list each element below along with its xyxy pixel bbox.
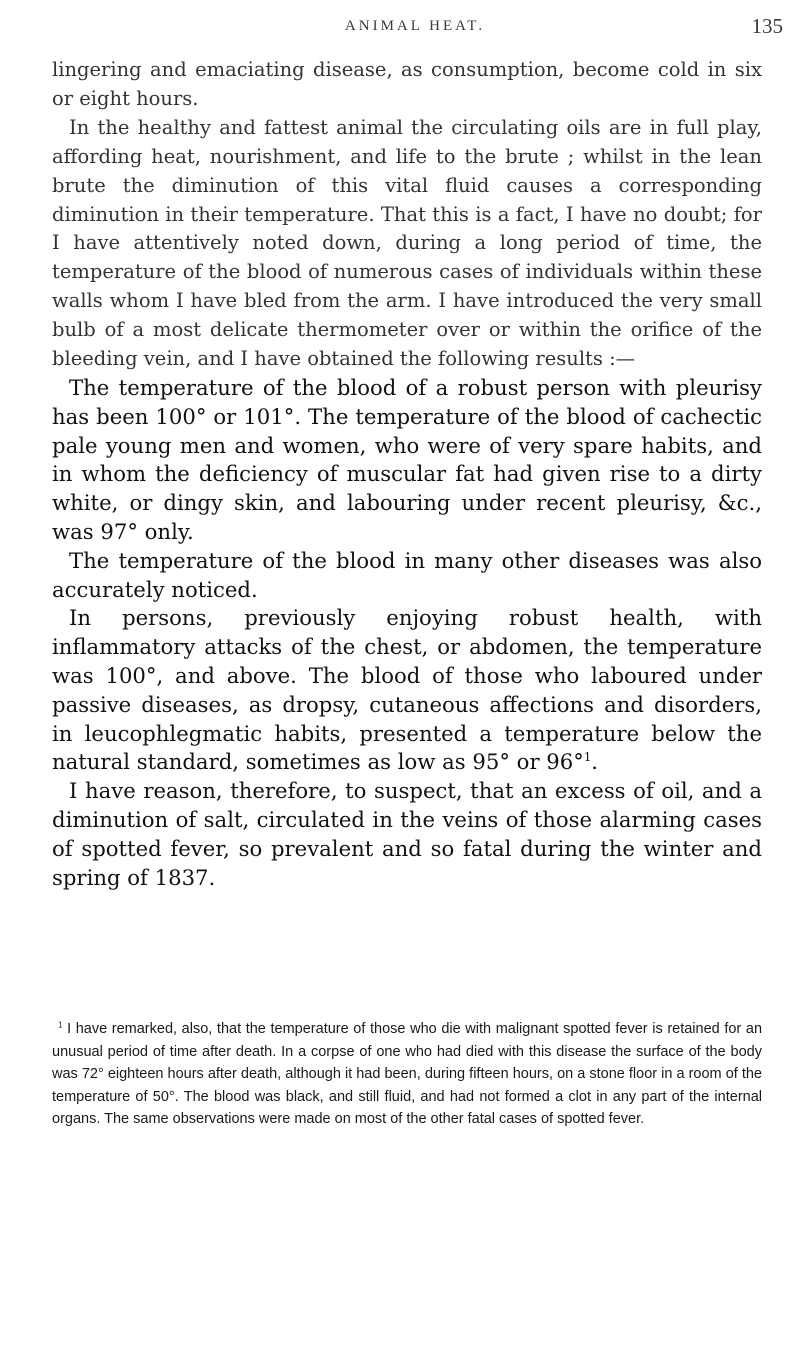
footnote-1 [52, 1018, 762, 1131]
paragraph-4: The temperature of the blood in many other diseases was also accurately noticed. [52, 547, 762, 602]
footnote-text: I have remarked, also, that the temperature of those who die with malignant spotted fever is retained for an unusual period of time after death. In a corpse of one who had died with this disease the surface of the body was 72° eighteen hours after death, although it had been, during fifteen hours, on a stone floor in a room of the temperature of 50°. The blood was black, and still fluid, and had not formed a clot in any part of the internal organs. The same observations were made on most of the other fatal cases of spotted fever. [52, 1021, 763, 1128]
footnote-reference: 1 [583, 750, 592, 765]
paragraph-3: The temperature of the blood of a robust person with pleurisy has been 100° or 101°. The temperature of the blood of cachectic pale young men and women, who were of very spare habits, and in whom the deficiency of muscular fat had given rise to a dirty white, or dingy skin, and labouring under recent pleurisy, &c., was 97° only. [52, 374, 762, 544]
paragraph-5: In persons, previously enjoying robust health, with inflammatory attacks of the chest, or abdomen, the temperature was 100°, and above. The blood of those who laboured under passive diseases, as dropsy, cutaneous affections and disorders, in leucophlegmatic habits, presented a temperature below the natural standard, sometimes as low as 95° or 96°$^1$. [52, 605, 762, 775]
footnotes [52, 1018, 762, 1131]
paragraph-1: lingering and emaciating disease, as consumption, become cold in six or eight hours. [52, 58, 762, 110]
paragraph-2: In the healthy and fattest animal the circulating oils are in full play, affording heat, nourishment, and life to the brute ; whilst in the lean brute the diminution of this vital fluid causes a corresponding diminution in their temperature. That this is a fact, I have no doubt; for I have attentively noted down, during a long period of time, the temperature of the blood of numerous cases of individuals within these walls whom I have bled from the arm. I have introduced the very small bulb of a most delicate thermometer over or within the orifice of the bleeding vein, and I have obtained the following results :— [52, 115, 762, 371]
paragraph-5-text: In persons, previously enjoying robust health, with inflammatory attacks of the chest, or abdomen, the temperature was 100°, and above. The blood of those who laboured under passive diseases, as dropsy, cutaneous affections and disorders, in leucophlegmatic habits, presented a temperature below the natural standard, sometimes as low as 95° or 96° [52, 605, 762, 775]
running-title: ANIMAL HEAT. [344, 18, 486, 34]
body-text [52, 56, 762, 892]
page-header [30, 14, 800, 40]
page-number: 135 [751, 14, 783, 38]
footnote-marker: 1 [58, 1020, 63, 1030]
paragraph-6: I have reason, therefore, to suspect, that an excess of oil, and a diminution of salt, circulated in the veins of those alarming cases of spotted fever, so prevalent and so fatal during the winter and spring of 1837. [52, 778, 762, 890]
